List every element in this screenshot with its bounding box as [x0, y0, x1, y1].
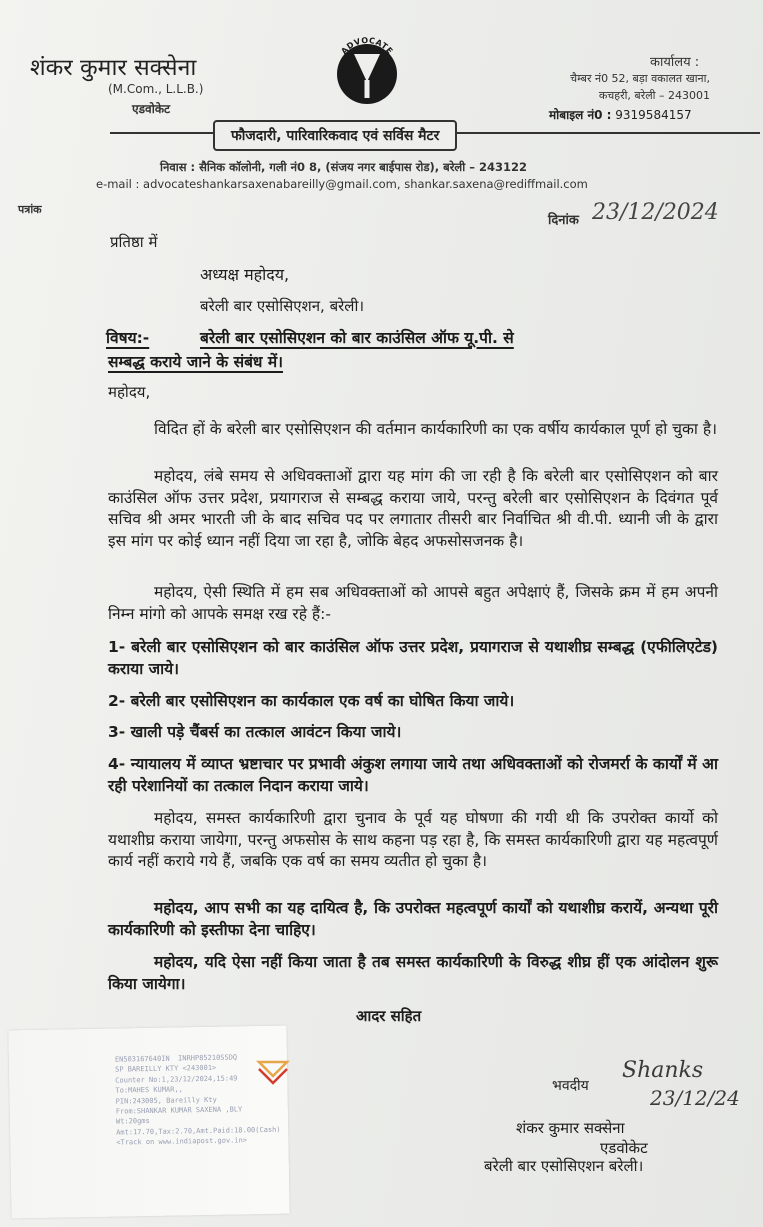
logo-arc-text: ADVOCATE: [339, 35, 395, 56]
letterhead-qualification: (M.Com., L.L.B.): [108, 82, 204, 96]
mobile: [549, 106, 692, 123]
signatory-organisation: बरेली बार एसोसिएशन बरेली।: [484, 1157, 644, 1175]
demand-3: 3- खाली पड़े चैंबर्स का तत्काल आवंटन किया जाये।: [108, 723, 402, 741]
residence-address: निवास : सैनिक कॉलोनी, गली नं0 8, (संजय नगर बाईपास रोड), बरेली – 243122: [160, 160, 527, 174]
subject-line-2: सम्बद्ध कराये जाने के संबंध में।: [108, 353, 284, 371]
postal-receipt: [8, 1026, 289, 1219]
reference-label: पत्रांक: [18, 203, 42, 216]
speciality-box: फौजदारी, पारिवारिकवाद एवं सर्विस मैटर: [213, 120, 457, 151]
paragraph-6: महोदय, यदि ऐसा नहीं किया जाता है तब समस्त कार्यकारिणी के विरुद्ध शीघ्र हीं एक आंदोलन शुरू किया जायेगा।: [108, 953, 718, 993]
paragraph-3: महोदय, ऐसी स्थिति में हम सब अधिवक्ताओं को आपसे बहुत अपेक्षाएं हैं, जिसके क्रम में हम अपनी निम्न मांगो को आपके समक्ष रख रहे हैं:-: [108, 583, 718, 623]
signature-date: 23/12/24: [650, 1086, 740, 1110]
letterhead-name: शंकर कुमार सक्सेना: [30, 55, 197, 81]
office-address-line-1: चैम्बर नं0 52, बड़ा वकालत खाना,: [570, 72, 710, 85]
demand-2: 2- बरेली बार एसोसिएशन का कार्यकाल एक वर्ष का घोषित किया जाये।: [108, 692, 515, 710]
signatory-designation: एडवोकेट: [600, 1139, 648, 1157]
date-label: दिनांक: [548, 213, 579, 228]
signature-scribble: Shanks: [622, 1058, 704, 1083]
signatory-name: शंकर कुमार सक्सेना: [516, 1119, 625, 1137]
paragraph-4: महोदय, समस्त कार्यकारिणी द्वारा चुनाव के पूर्व यह घोषणा की गयी थी कि उपरोक्त कार्यो को यथाशीघ्र कराया जायेगा, परन्तु अफसोस के साथ कहना पड़ रहा है, कि समस्त कार्यकारिणी द्वारा यह महत्वपूर्ण कार्य नहीं कराये गये हैं, जबकि एक वर्ष का समय व्यतीत हो चुका है।: [108, 809, 718, 870]
addressee-org: बरेली बार एसोसिएशन, बरेली।: [200, 297, 365, 315]
mobile-number: 9319584157: [615, 108, 692, 122]
salutation-to: प्रतिष्ठा में: [110, 233, 158, 251]
demand-1: 1- बरेली बार एसोसिएशन को बार काउंसिल ऑफ उत्तर प्रदेश, प्रयागराज से यथाशीघ्र सम्बद्ध (एफीलिएटेड) कराया जाये।: [108, 638, 718, 678]
closing: आदर सहित: [356, 1007, 422, 1025]
subject-line-1: बरेली बार एसोसिएशन को बार काउंसिल ऑफ यू.पी. से: [200, 329, 514, 347]
advocate-logo-icon: [326, 30, 408, 112]
mobile-label: मोबाइल नं0 :: [549, 108, 612, 122]
india-post-logo-icon: [255, 1054, 291, 1090]
office-address: [530, 70, 710, 104]
addressee-title: अध्यक्ष महोदय,: [200, 265, 290, 284]
letterhead-designation: एडवोकेट: [132, 102, 171, 116]
paragraph-2: महोदय, लंबे समय से अधिवक्ताओं द्वारा यह मांग की जा रही है कि बरेली बार एसोसिएशन को बार काउंसिल ऑफ उत्तर प्रदेश, प्रयागराज से सम्बद्ध कराया जाये, परन्तु बरेली बार एसोसिएशन के दिवंगत पूर्व सचिव श्री अमर भारती जी के बाद सचिव पद पर लगातार तीसरी बार निर्वाचित श्री वी.पी. ध्यानी जी के द्वारा इस मांग पर कोई ध्यान नहीं दिया जा रहा है, जोकि बेहद अफसोसजनक है।: [108, 467, 718, 550]
paragraph-1: विदित हों के बरेली बार एसोसिएशन की वर्तमान कार्यकारिणी का एक वर्षीय कार्यकाल पूर्ण हो चुका है।: [154, 420, 717, 438]
office-label: कार्यालय :: [650, 55, 700, 70]
subject-label: विषय:-: [106, 329, 150, 347]
office-address-line-2: कचहरी, बरेली – 243001: [598, 89, 710, 102]
postal-receipt-text: EN503167640IN INRHP85210SSDQ SP BAREILLY KTY <243001> Counter No:1,23/12/2024,15:49 To:MAHES KUMAR,, PIN:243005, Bareilly Kty From:SHANKAR KUMAR SAXENA ,BLY Wt:20gms Amt:17.70,Tax:2.70,Amt.Paid:18.00(Cash) <Track on www.indiapost.gov.in>: [114, 1053, 281, 1147]
email-line: e-mail : advocateshankarsaxenabareilly@gmail.com, shankar.saxena@rediffmail.com: [96, 177, 588, 191]
yours-faithfully: भवदीय: [552, 1078, 589, 1094]
paragraph-5: महोदय, आप सभी का यह दायित्व है, कि उपरोक्त महत्वपूर्ण कार्यों को यथाशीघ्र करायें, अन्यथा पूरी कार्यकारिणी को इस्तीफा देना चाहिए।: [108, 899, 718, 939]
date-handwritten: 23/12/2024: [592, 200, 719, 225]
demand-4: 4- न्यायालय में व्याप्त भ्रष्टाचार पर प्रभावी अंकुश लगाया जाये तथा अधिवक्ताओं को रोजमर्रा के कार्यों में आ रही परेशानियों का तत्काल निदान कराया जाये।: [108, 755, 718, 795]
greeting: महोदय,: [108, 383, 151, 401]
